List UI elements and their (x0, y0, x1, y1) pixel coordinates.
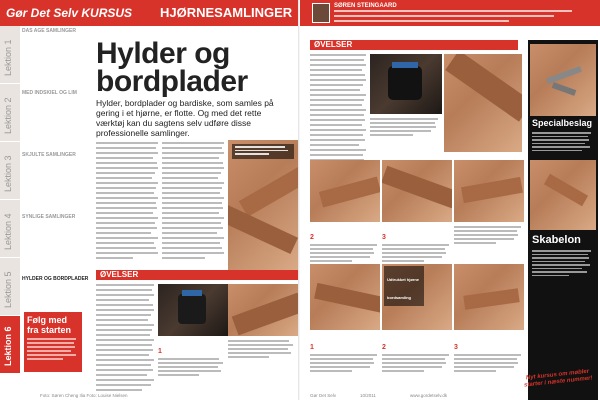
special-title: Specialbeslag (532, 118, 593, 128)
lead-paragraph: Hylder, bordplader og bardiske, som samles på gering i et hjørne, er flotte. Og med det rette værktøj kan du sagtens selv udføre disse professionelle samlinger. (96, 98, 274, 138)
photo-router (158, 284, 228, 336)
photo-bottom-2 (382, 264, 452, 330)
body-column-2 (162, 142, 224, 262)
author-bio (334, 10, 584, 24)
toc-block-1: DAS AGE SAMLINGER (22, 28, 76, 34)
photo-step-3 (382, 160, 452, 222)
left-header-bar (0, 0, 300, 26)
footer-credits: Foto: Søren Cheng Ilia Foto: Louise Nielsen (40, 393, 128, 398)
lesson-tab-5[interactable]: Lektion 5 (0, 258, 20, 316)
exercise-text-left (96, 284, 154, 394)
footer-right: www.gordetselv.dk (410, 393, 448, 398)
photo-corner-shelf (228, 140, 298, 270)
step-2-left (228, 340, 296, 360)
lesson-tab-6[interactable]: Lektion 6 (0, 316, 20, 374)
toc-block-3: SKJULTE SAMLINGER (22, 152, 76, 158)
follow-box-text (27, 338, 79, 360)
headline: Hylder og bordplader (96, 37, 248, 98)
step-1-right: 1 (310, 336, 380, 374)
step-4 (454, 226, 524, 246)
kursus-label: Gør Det Selv KURSUS (6, 6, 133, 20)
photo-cut-1 (228, 284, 298, 336)
promo-note: Nyt kursus om møbler starter i næste nummer! (523, 368, 593, 389)
photo-bottom-3 (454, 264, 524, 330)
body-column-1 (96, 142, 158, 262)
photo-caption (232, 144, 294, 159)
photo-router-2 (370, 54, 442, 114)
step-2-bottom: 2 (382, 336, 452, 374)
exercise-header-left: ØVELSER (96, 270, 298, 280)
side-panel (528, 40, 598, 400)
footer-left: Gør Det Selv (310, 393, 337, 398)
photo-bracket (530, 44, 596, 116)
toc-block-4: SYNLIGE SAMLINGER (22, 214, 76, 220)
step-3 (370, 118, 442, 138)
right-page (300, 0, 600, 400)
toc-block-2: MED INDSKIEL OG LIM (22, 90, 77, 96)
special-text (532, 132, 594, 153)
photo-step-4 (454, 160, 524, 222)
follow-box-title: Følg med fra starten (27, 315, 72, 335)
footer-mid: 10/2011 (360, 393, 376, 398)
step-2: 2 (310, 226, 380, 264)
exercise-header-right: ØVELSER (310, 40, 518, 50)
photo-joint-large (444, 54, 522, 152)
section-title: HJØRNESAMLINGER (160, 5, 293, 20)
photo-bottom-1 (310, 264, 380, 330)
step-3-bottom: 3 (454, 336, 524, 374)
author-avatar (312, 3, 330, 23)
lesson-tab-2[interactable]: Lektion 2 (0, 84, 20, 142)
photo-step-2 (310, 160, 380, 222)
step-3-right: 3 (382, 226, 452, 264)
toc-block-5: HYLDER OG BORDPLADER (22, 276, 89, 282)
exercise-text-right-1 (310, 54, 366, 174)
author-label: SØREN STEINGAARD (334, 3, 397, 9)
table-of-contents (22, 28, 92, 322)
right-header-bar (300, 0, 600, 26)
lesson-tab-1[interactable]: Lektion 1 (0, 26, 20, 84)
lesson-tab-4[interactable]: Lektion 4 (0, 200, 20, 258)
photo-template (530, 160, 596, 230)
step-1: 1 (158, 340, 226, 378)
skabelon-text (532, 250, 594, 278)
follow-box (24, 312, 82, 372)
lesson-tab-3[interactable]: Lektion 3 (0, 142, 20, 200)
photo-label-box: Udtrukket hjørne bordsamling (384, 266, 424, 306)
skabelon-title: Skabelon (532, 234, 581, 246)
